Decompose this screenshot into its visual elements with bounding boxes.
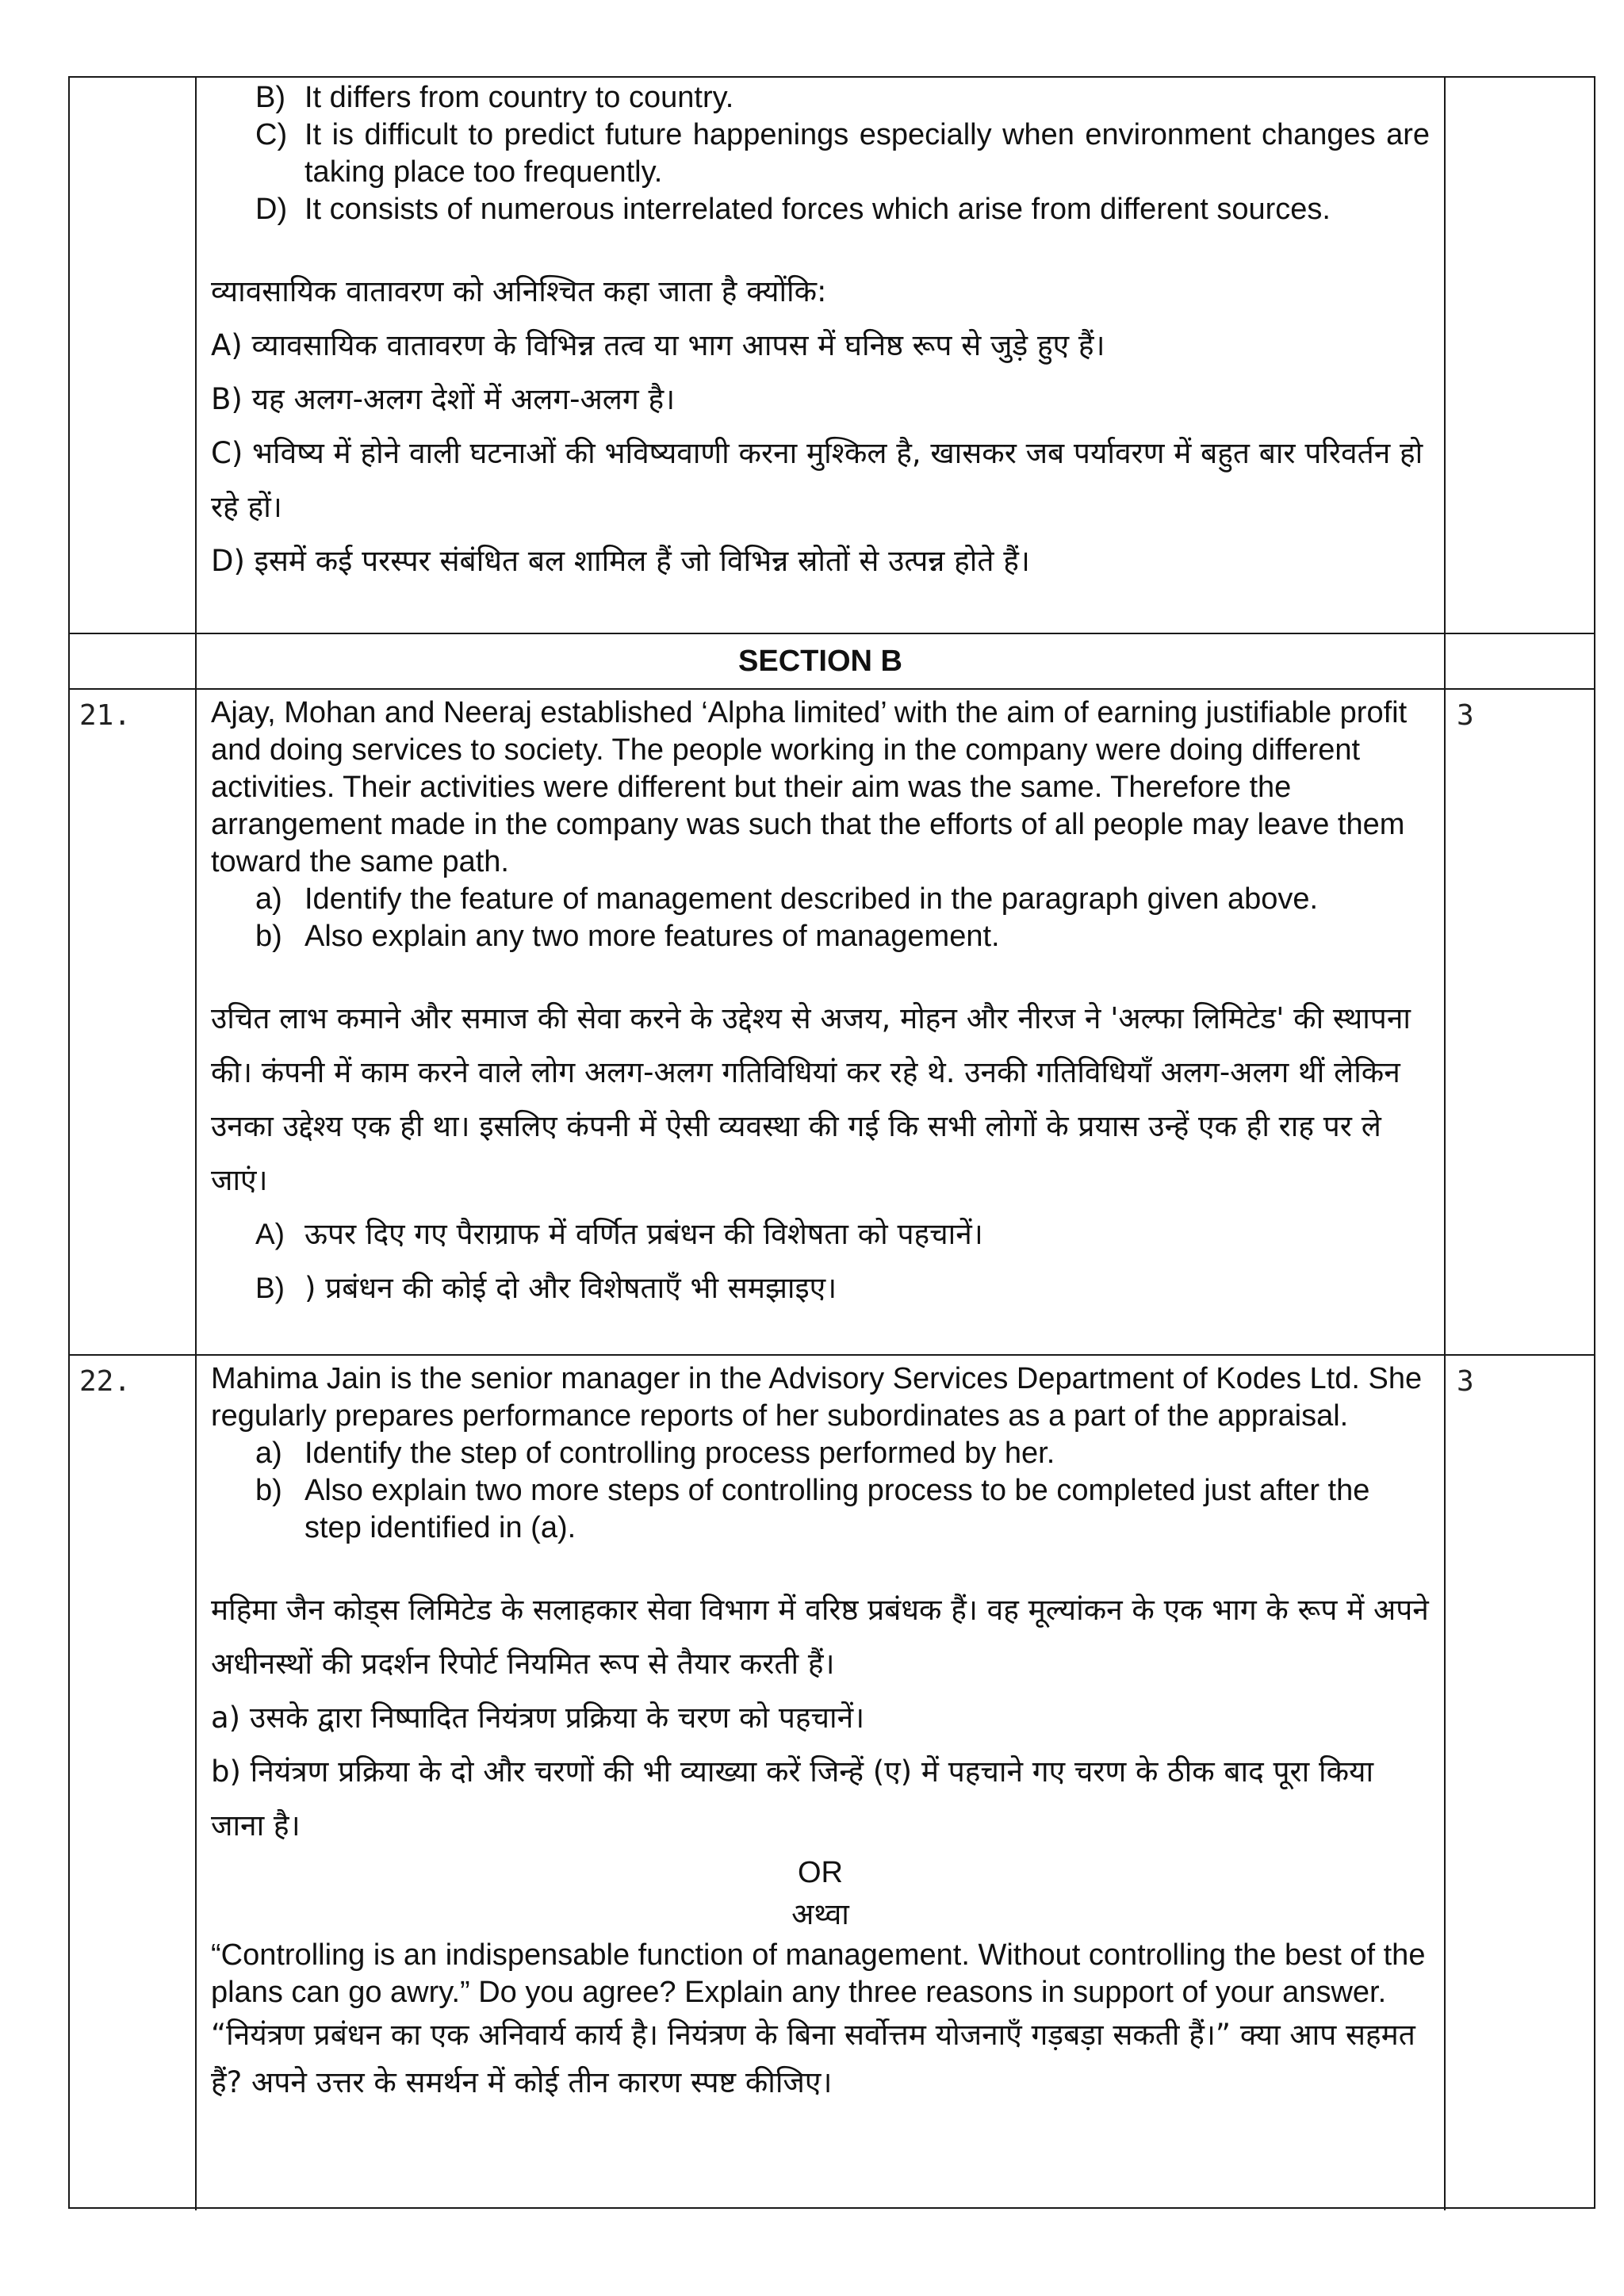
english-option: b) Also explain any two more features of management. [255, 920, 1000, 953]
question-number: 22. [79, 1365, 132, 1398]
marks-cell [1446, 1356, 1594, 2210]
english-option: a) Identify the step of controlling process performed by her. [255, 1437, 1055, 1470]
hindi-question-text: उचित लाभ कमाने और समाज की सेवा करने के उद्देश्य से अजय, मोहन और नीरज ने 'अल्फा लिमिटेड' की स्थापना की। कंपनी में काम करने वाले लोग अलग-अलग गतिविधियां कर रहे थे. उनकी गतिविधियाँ अलग-अलग थीं लेकिन उनका उद्देश्य एक ही था। इसलिए कंपनी में ऐसी व्यवस्था की गई कि सभी लोगों के प्रयास उन्हें एक ही राह पर ले जाएं। [211, 1001, 1411, 1197]
marks-cell [1446, 78, 1594, 633]
alternate-hindi-question: “नियंत्रण प्रबंधन का एक अनिवार्य कार्य है। नियंत्रण के बिना सर्वोत्तम योजनाएँ गड़बड़ा सकती हैं।” क्या आप सहमत हैं? अपने उत्तर के समर्थन में कोई तीन कारण स्पष्ट कीजिए। [211, 2018, 1415, 2099]
or-hindi: अथ्वा [791, 1897, 849, 1931]
english-option: b) Also explain two more steps of controlling process to be completed just after the step identified in (a). [255, 1474, 1370, 1544]
hindi-option: A) व्यावसायिक वातावरण के विभिन्न तत्व या भाग आपस में घनिष्ठ रूप से जुड़े हुए हैं। [211, 328, 1105, 362]
hindi-option: A) ऊपर दिए गए पैराग्राफ में वर्णित प्रबंधन की विशेषता को पहचानें। [255, 1217, 983, 1251]
section-heading-cell [197, 634, 1444, 688]
question-21-row [70, 688, 1594, 1354]
hindi-question-text: महिमा जैन कोड्स लिमिटेड के सलाहकार सेवा विभाग में वरिष्ठ प्रबंधक हैं। वह मूल्यांकन के एक भाग के रूप में अपने अधीनस्थों की प्रदर्शन रिपोर्ट नियमित रूप से तैयार करती हैं। [211, 1593, 1429, 1681]
question-22-body [197, 1356, 1444, 2210]
hindi-option: a) उसके द्वारा निष्पादित नियंत्रण प्रक्रिया के चरण को पहचानें। [211, 1701, 865, 1735]
hindi-option: C) भविष्य में होने वाली घटनाओं की भविष्यवाणी करना मुश्किल है, खासकर जब पर्यावरण में बहुत बार परिवर्तन हो रहे हों। [211, 436, 1423, 524]
marks-cell [1446, 634, 1594, 688]
hindi-option: B) ) प्रबंधन की कोई दो और विशेषताएँ भी समझाइए। [255, 1271, 837, 1305]
question-marks: 3 [1457, 1365, 1474, 1398]
question-number-cell [70, 1356, 195, 2210]
hindi-option: B) यह अलग-अलग देशों में अलग-अलग है। [211, 382, 676, 416]
english-option: a) Identify the feature of management described in the paragraph given above. [255, 882, 1319, 916]
question-number-cell [70, 78, 195, 633]
marks-cell [1446, 690, 1594, 1354]
english-option: B) It differs from country to country. [255, 81, 734, 114]
english-option: C) It is difficult to predict future happenings especially when environment changes are taking place too frequently. [255, 118, 1430, 189]
question-20-body [197, 78, 1444, 633]
question-number: 21. [79, 699, 132, 732]
english-question-text: Mahima Jain is the senior manager in the Advisory Services Department of Kodes Ltd. She regularly prepares performance reports of her subordinates as a part of the appraisal. [211, 1362, 1423, 1433]
question-21-body [197, 690, 1444, 1354]
question-22-row [70, 1354, 1594, 2210]
question-number-cell [70, 634, 195, 688]
hindi-option: D) इसमें कई परस्पर संबंधित बल शामिल हैं जो विभिन्न स्रोतों से उत्पन्न होते हैं। [211, 544, 1030, 578]
hindi-option: b) नियंत्रण प्रक्रिया के दो और चरणों की भी व्याख्या करें जिन्हें (ए) में पहचाने गए चरण के ठीक बाद पूरा किया जाना है। [211, 1755, 1374, 1843]
question-marks: 3 [1457, 699, 1474, 732]
question-20-continuation-row [70, 78, 1594, 633]
question-number-cell [70, 690, 195, 1354]
hindi-question: व्यावसायिक वातावरण को अनिश्चित कहा जाता है क्योंकि: [211, 274, 827, 308]
section-b-row [70, 633, 1594, 688]
alternate-english-question: “Controlling is an indispensable function of management. Without controlling the best of the plans can go awry.” Do you agree? Explain any three reasons in support of your answer. [211, 1938, 1426, 2009]
or-english: OR [798, 1856, 843, 1889]
english-option: D) It consists of numerous interrelated forces which arise from different sources. [255, 193, 1331, 226]
section-b-title: SECTION B [738, 645, 902, 678]
english-question-text: Ajay, Mohan and Neeraj established ‘Alpha limited’ with the aim of earning justifiable profit and doing services to society. The people working in the company were doing different activities. Their activities were different but their aim was the same. Therefore the arrangement made in the company was such that the efforts of all people may leave them toward the same path. [211, 696, 1408, 878]
question-table [68, 76, 1595, 2209]
